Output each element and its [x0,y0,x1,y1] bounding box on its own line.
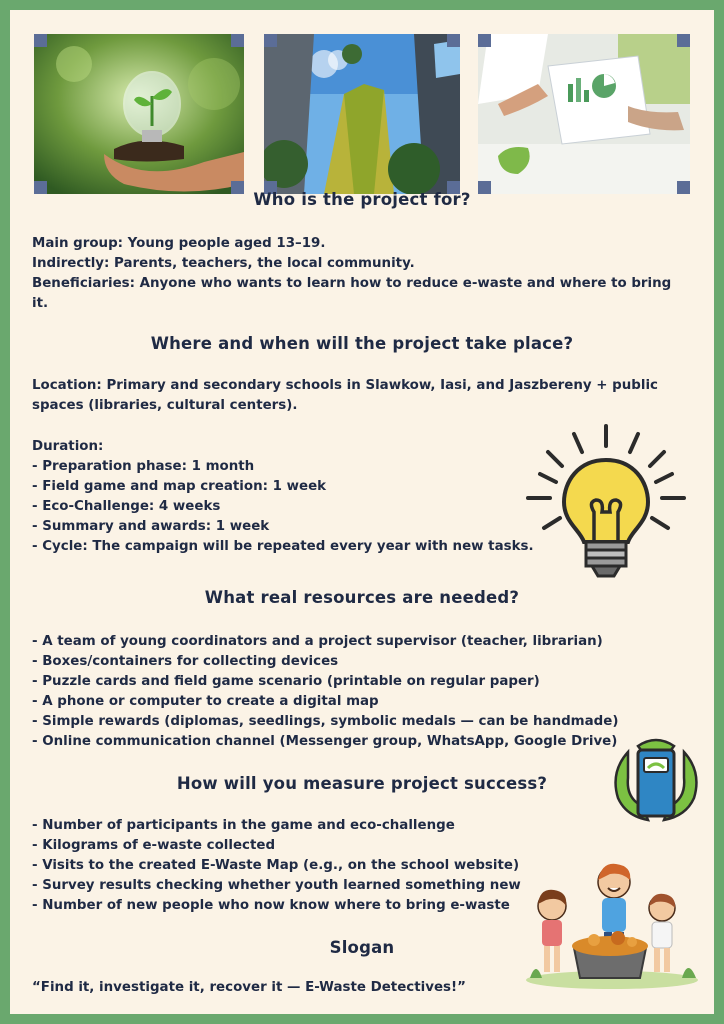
beneficiaries-line-2: it. [32,296,49,311]
business-charts-photo [478,34,690,194]
main-group-line: Main group: Young people aged 13–19. [32,236,326,251]
resource-item: - Online communication channel (Messenger group, WhatsApp, Google Drive) [32,734,618,749]
slogan-line: “Find it, investigate it, recover it — E-Waste Detectives!” [32,980,466,995]
duration-item: - Eco-Challenge: 4 weeks [32,499,221,514]
slogan-heading: Slogan [329,938,395,957]
duration-item: - Field game and map creation: 1 week [32,479,327,494]
location-line-1: Location: Primary and secondary schools in Slawkow, Iasi, and Jaszbereny + public [32,378,658,393]
resource-item: - A team of young coordinators and a project supervisor (teacher, librarian) [32,634,603,649]
photo-corner-top-left [478,34,491,47]
duration-item: - Cycle: The campaign will be repeated every year with new tasks. [32,539,534,554]
success-item: - Kilograms of e-waste collected [32,838,276,853]
duration-label: Duration: [32,439,104,454]
lightbulb-plant-photo [34,34,244,194]
where-heading: Where and when will the project take place? [150,334,574,353]
success-item: - Survey results checking whether youth learned something new [32,878,521,893]
success-list [32,816,521,916]
photo-corner-top-left [264,34,277,47]
success-item: - Number of new people who now know where to bring e-waste [32,898,510,913]
success-heading: How will you measure project success? [176,774,548,793]
resource-item: - Boxes/containers for collecting devices [32,654,339,669]
success-item: - Number of participants in the game and eco-challenge [32,818,455,833]
resources-heading: What real resources are needed? [204,588,520,607]
resource-item: - A phone or computer to create a digital map [32,694,379,709]
photo-corner-top-right [677,34,690,47]
photo-corner-top-left [34,34,47,47]
photo-corner-top-right [231,34,244,47]
who-heading: Who is the project for? [253,190,471,209]
location-line-2: spaces (libraries, cultural centers). [32,398,298,413]
duration-item: - Summary and awards: 1 week [32,519,270,534]
resource-item: - Puzzle cards and field game scenario (printable on regular paper) [32,674,540,689]
resource-item: - Simple rewards (diplomas, seedlings, symbolic medals — can be handmade) [32,714,619,729]
lightbulb-icon [518,420,694,586]
resources-list [32,632,618,752]
success-item: - Visits to the created E-Waste Map (e.g., on the school website) [32,858,520,873]
photo-corner-top-right [447,34,460,47]
beneficiaries-line-1: Beneficiaries: Anyone who wants to learn how to reduce e-waste and where to bring [32,276,672,291]
indirectly-line: Indirectly: Parents, teachers, the local community. [32,256,415,271]
where-text [32,376,694,416]
duration-item: - Preparation phase: 1 month [32,459,255,474]
kids-recycling-illustration [522,852,702,990]
slogan-text [32,978,466,998]
duration-block [32,437,534,557]
who-text [32,234,694,314]
green-building-photo [264,34,460,194]
